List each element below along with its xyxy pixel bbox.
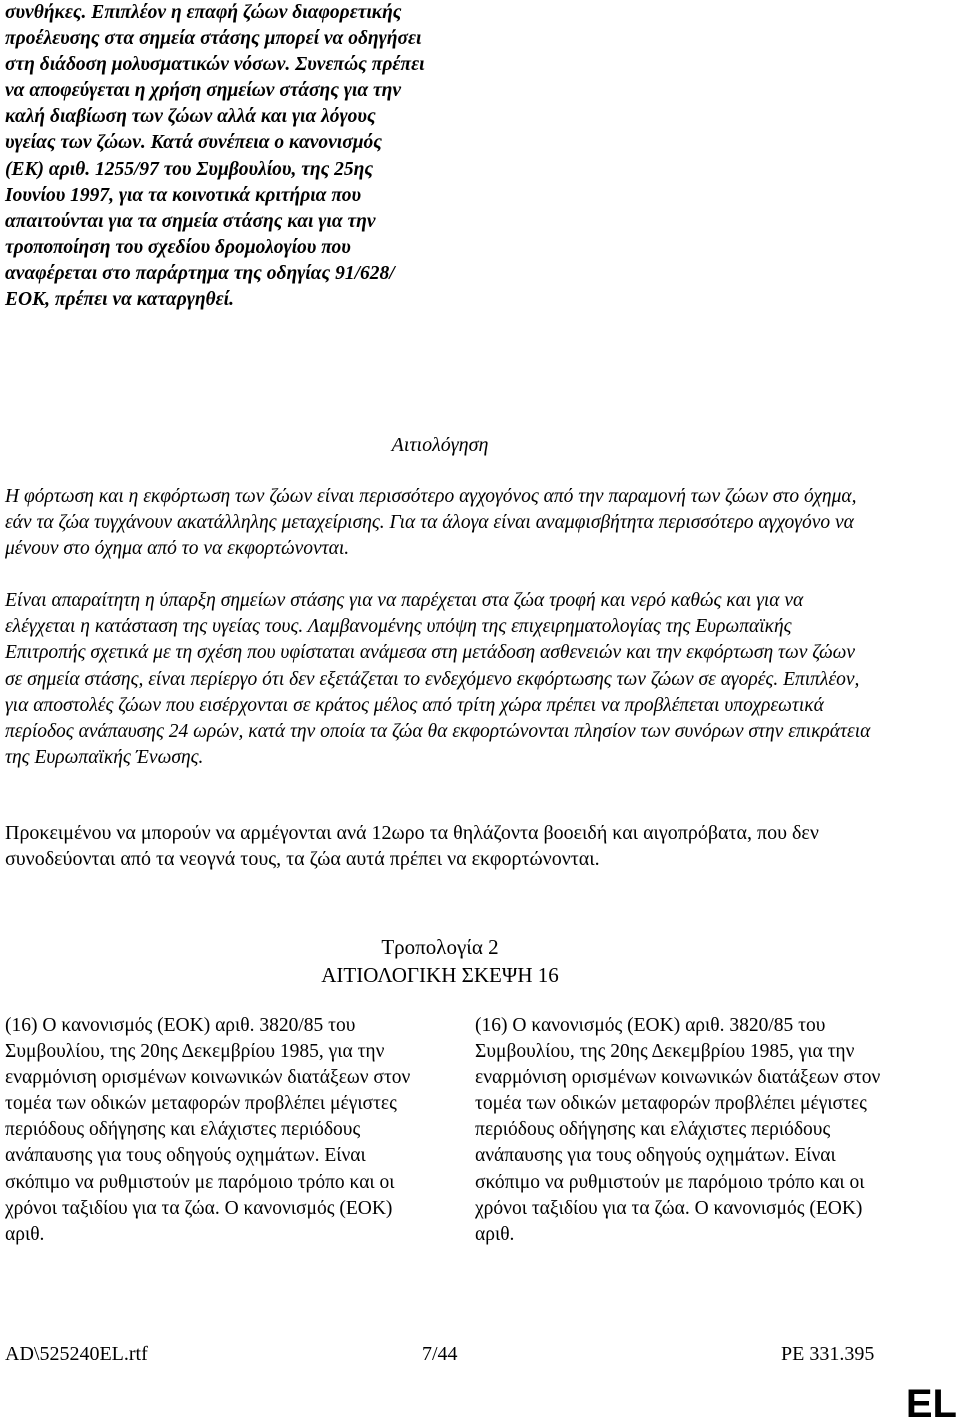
- footer-language-code: EL: [905, 1382, 957, 1426]
- justification-heading: Αιτιολόγηση: [391, 434, 489, 456]
- top-paragraph-text: συνθήκες. Επιπλέον η επαφή ζώων διαφορετικής προέλευσης στα σημεία στάσης μπορεί να οδηγήσει στη διάδοση μολυσματικών νόσων. Συνεπώς πρέπει να αποφεύγεται η χρήση σημείων στάσης για την καλή διαβίωση των ζώων αλλά και για λόγους υγείας των ζώων. Κατά συνέπεια ο κανονισμός (ΕΚ) αριθ. 1255/97 του Συμβουλίου, της 25ης Ιουνίου 1997, για τα κοινοτικά κριτήρια που απαιτούνται για τα σημεία στάσης και για την τροποποίηση του σχεδίου δρομολογίου που αναφέρεται στο παράρτημα της οδηγίας 91/628/ΕΟΚ, πρέπει να καταργηθεί.: [5, 2, 425, 311]
- amendment-left-column: (16) Ο κανονισμός (ΕΟΚ) αριθ. 3820/85 του Συμβουλίου, της 20ης Δεκεμβρίου 1985, για την εναρμόνιση ορισμένων κοινωνικών διατάξεων στον τομέα των οδικών μεταφορών προβλέπει μέγιστες περιόδους οδήγησης και ελάχιστες περιόδους ανάπαυσης για τους οδηγούς οχημάτων. Είναι σκόπιμο να ρυθμιστούν με παρόμοιο τρόπο και οι χρόνοι ταξιδίου για τα ζώα. Ο κανονισμός (ΕΟΚ) αριθ.: [5, 1015, 411, 1245]
- top-bold-italic-paragraph: [5, 0, 425, 313]
- plain-paragraph: Προκειμένου να μπορούν να αρμέγονται ανά 12ωρο τα θηλάζοντα βοοειδή και αιγοπρόβατα, που δεν συνοδεύονται από τα νεογνά τους, τα ζώα αυτά πρέπει να εκφορτώνονται.: [5, 822, 819, 870]
- footer-file: AD\525240EL.rtf: [5, 1343, 148, 1365]
- amendment-subtitle: ΑΙΤΙΟΛΟΓΙΚΗ ΣΚΕΨΗ 16: [321, 963, 559, 987]
- amendment-right-column: (16) Ο κανονισμός (ΕΟΚ) αριθ. 3820/85 του Συμβουλίου, της 20ης Δεκεμβρίου 1985, για την εναρμόνιση ορισμένων κοινωνικών διατάξεων στον τομέα των οδικών μεταφορών προβλέπει μέγιστες περιόδους οδήγησης και ελάχιστες περιόδους ανάπαυσης για τους οδηγούς οχημάτων. Είναι σκόπιμο να ρυθμιστούν με παρόμοιο τρόπο και οι χρόνοι ταξιδίου για τα ζώα. Ο κανονισμός (ΕΟΚ) αριθ.: [475, 1015, 881, 1245]
- footer-page-number: 7/44: [422, 1343, 458, 1365]
- justification-paragraph-1: Η φόρτωση και η εκφόρτωση των ζώων είναι περισσότερο αγχογόνος από την παραμονή των ζώων στο όχημα, εάν τα ζώα τυγχάνουν ακατάλληλης μεταχείρισης. Για τα άλογα είναι αναμφισβήτητα περισσότερο αγχογόνο να μένουν στο όχημα από το να εκφορτώνονται.: [5, 486, 857, 560]
- footer-reference: PE 331.395: [781, 1343, 875, 1365]
- amendment-title: Τροπολογία 2: [381, 935, 499, 959]
- justification-paragraph-2: Είναι απαραίτητη η ύπαρξη σημείων στάσης για να παρέχεται στα ζώα τροφή και νερό καθώς και για να ελέγχεται η κατάσταση της υγείας τους. Λαμβανομένης υπόψη της επιχειρηματολογίας της Ευρωπαϊκής Επιτροπής σχετικά με τη σχέση που υφίσταται ανάμεσα στη μετάδοση ασθενειών και την εκφόρτωση των ζώων σε σημεία στάσης, είναι περίεργο ότι δεν εξετάζεται το ενδεχόμενο εκφόρτωσης των ζώων σε αγορές. Επιπλέον, για αποστολές ζώων που εισέρχονται σε κράτος μέλος από τρίτη χώρα πρέπει να προβλέπεται υποχρεωτικά περίοδος ανάπαυσης 24 ωρών, κατά την οποία τα ζώα θα εκφορτώνονται πλησίον των συνόρων στην επικράτεια της Ευρωπαϊκής Ένωσης.: [5, 590, 871, 769]
